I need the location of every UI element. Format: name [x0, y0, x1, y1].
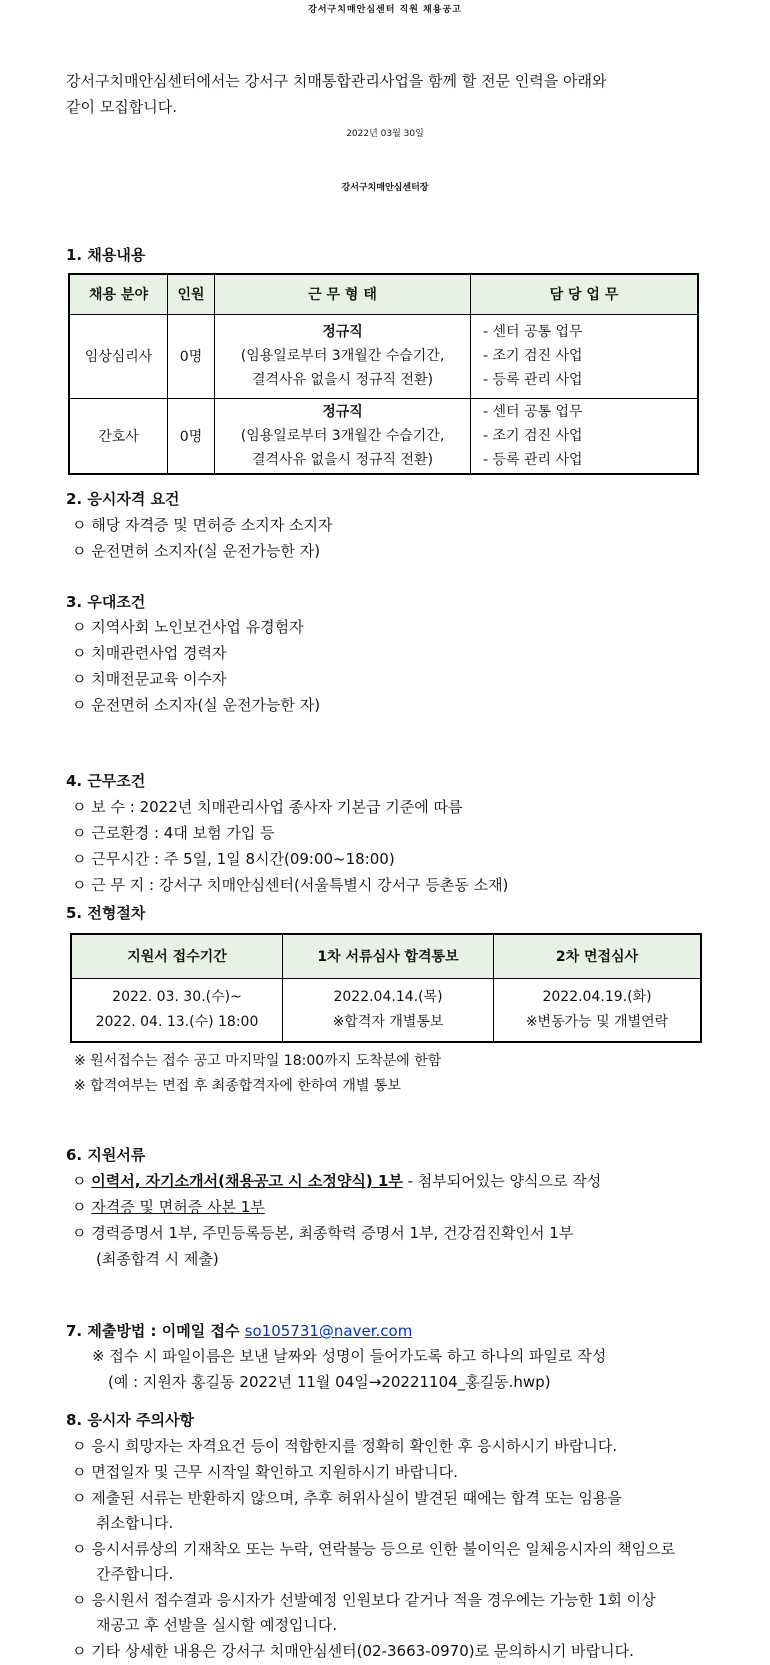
cell-line: 2022. 03. 30.(수)~ — [112, 988, 242, 1005]
section-8-heading: 8. 응시자 주의사항 — [66, 1411, 195, 1429]
duty-item: - 등록 관리 사업 — [483, 451, 583, 468]
section-6-heading: 6. 지원서류 — [66, 1146, 146, 1164]
submission-method: 7. 제출방법 : 이메일 접수 — [66, 1322, 240, 1340]
list-item: ㅇ 제출된 서류는 반환하지 않으며, 추후 허위사실이 발견된 때에는 합격 또는 임용을 — [72, 1489, 622, 1507]
note: ※ 접수 시 파일이름은 보낸 날짜와 성명이 들어가도록 하고 하나의 파일로 작성 — [92, 1347, 607, 1365]
header-field: 채용 분야 — [69, 274, 168, 314]
list-item: ㅇ 치매전문교육 이수자 — [72, 670, 227, 688]
document-resume: 이력서, 자기소개서(채용공고 시 소정양식) 1부 — [91, 1172, 403, 1190]
list-item-continuation: 취소합니다. — [96, 1514, 174, 1532]
notice-date: 2022년 03월 30일 — [346, 129, 424, 139]
list-item: ㅇ 면접일자 및 근무 시작일 확인하고 지원하시기 바랍니다. — [72, 1463, 458, 1481]
bullet: ㅇ — [72, 1172, 87, 1190]
list-item: ㅇ 응시원서 접수결과 응시자가 선발예정 인원보다 같거나 적을 경우에는 가능한 1회 이상 — [72, 1591, 656, 1609]
cell-document-screening — [283, 978, 494, 1042]
list-item: ㅇ 경력증명서 1부, 주민등록등본, 최종학력 증명서 1부, 건강검진확인서 1부 — [72, 1224, 574, 1242]
cell-line: 2022. 04. 13.(수) 18:00 — [95, 1013, 259, 1030]
section-3-heading: 3. 우대조건 — [66, 593, 146, 611]
type-main: 정규직 — [322, 403, 363, 420]
header-duties: 담 당 업 무 — [471, 274, 699, 314]
section-5-heading: 5. 전형절차 — [66, 904, 146, 922]
cell-interview — [494, 978, 702, 1042]
row-field: 임상심리사 — [69, 314, 168, 398]
header-count: 인원 — [168, 274, 215, 314]
recruitment-table — [68, 273, 699, 475]
type-detail-1: (임용일로부터 3개월간 수습기간, — [240, 427, 445, 444]
list-item: ㅇ 응시 희망자는 자격요건 등이 적합한지를 정확히 확인한 후 응시하시기 바랍니다. — [72, 1437, 618, 1455]
list-item-continuation: 간주합니다. — [96, 1565, 174, 1583]
note: (예 : 지원자 홍길동 2022년 11월 04일→20221104_홍길동.hwp) — [108, 1373, 551, 1391]
type-detail-2: 결격사유 없을시 정규직 전환) — [251, 372, 434, 388]
section-1-heading: 1. 채용내용 — [66, 246, 146, 264]
list-item: ㅇ 기타 상세한 내용은 강서구 치매안심센터(02-3663-0970)로 문의하시기 바랍니다. — [72, 1642, 634, 1660]
section-7-heading — [66, 1320, 412, 1341]
list-item: ㅇ 근로환경 : 4대 보험 가입 등 — [72, 824, 275, 842]
list-item: ㅇ 치매관련사업 경력자 — [72, 644, 227, 662]
row-type — [215, 314, 471, 398]
row-count: 0명 — [168, 314, 215, 398]
header-document-screening: 1차 서류심사 합격통보 — [283, 934, 494, 978]
note: ※ 원서접수는 접수 공고 마지막일 18:00까지 도착분에 한함 — [74, 1053, 442, 1069]
list-item: ㅇ 보 수 : 2022년 치매관리사업 종사자 기본급 기준에 따름 — [72, 798, 463, 816]
email-link[interactable]: so105731@naver.com — [244, 1322, 413, 1340]
intro-line-1: 강서구치매안심센터에서는 강서구 치매통합관리사업을 함께 할 전문 인력을 아래와 — [66, 72, 607, 90]
duty-item: - 등록 관리 사업 — [483, 372, 583, 388]
list-item: ㅇ 근 무 지 : 강서구 치매안심센터(서울특별시 강서구 등촌동 소재) — [72, 876, 509, 894]
cell-line: 2022.04.19.(화) — [542, 988, 652, 1005]
list-item — [72, 1196, 265, 1217]
list-item: ㅇ 지역사회 노인보건사업 유경험자 — [72, 618, 304, 636]
duty-item: - 조기 검진 사업 — [483, 427, 583, 444]
duty-item: - 센터 공통 업무 — [483, 403, 583, 420]
list-item-continuation: (최종합격 시 제출) — [96, 1250, 219, 1268]
document-resume-note: - 첨부되어있는 양식으로 작성 — [407, 1172, 602, 1190]
list-item: ㅇ 해당 자격증 및 면허증 소지자 소지자 — [72, 516, 333, 534]
list-item: ㅇ 응시서류상의 기재착오 또는 누락, 연락불능 등으로 인한 불이익은 일체응시자의 책임으로 — [72, 1540, 676, 1558]
header-interview: 2차 면접심사 — [494, 934, 702, 978]
note: ※ 합격여부는 면접 후 최종합격자에 한하여 개별 통보 — [74, 1078, 401, 1094]
header-type: 근 무 형 태 — [215, 274, 471, 314]
cell-line: ※변동가능 및 개별연락 — [525, 1013, 669, 1030]
row-field: 간호사 — [69, 398, 168, 474]
section-2-heading: 2. 응시자격 요건 — [66, 490, 180, 508]
table-row — [69, 398, 698, 474]
table-row — [69, 314, 698, 398]
list-item: ㅇ 운전면허 소지자(실 운전가능한 자) — [72, 542, 321, 560]
list-item — [72, 1170, 601, 1191]
page-title: 강서구치매안심센터 직원 채용공고 — [308, 5, 462, 15]
cell-line: 2022.04.14.(목) — [333, 988, 443, 1005]
list-item: ㅇ 근무시간 : 주 5일, 1일 8시간(09:00~18:00) — [72, 850, 395, 868]
section-4-heading: 4. 근무조건 — [66, 772, 146, 790]
cell-application-period — [71, 978, 283, 1042]
list-item: ㅇ 운전면허 소지자(실 운전가능한 자) — [72, 696, 321, 714]
table-row — [71, 978, 701, 1042]
type-detail-1: (임용일로부터 3개월간 수습기간, — [240, 348, 445, 364]
document-license-copy: 자격증 및 면허증 사본 1부 — [91, 1198, 265, 1216]
duty-item: - 조기 검진 사업 — [483, 348, 583, 364]
duty-item: - 센터 공통 업무 — [483, 324, 583, 340]
row-type — [215, 398, 471, 474]
list-item-continuation: 재공고 후 선발을 실시할 예정입니다. — [96, 1616, 338, 1634]
header-application-period: 지원서 접수기간 — [71, 934, 283, 978]
bullet: ㅇ — [72, 1198, 87, 1216]
row-duties — [471, 398, 699, 474]
process-table — [70, 933, 702, 1043]
type-detail-2: 결격사유 없을시 정규직 전환) — [251, 451, 434, 468]
intro-line-2: 같이 모집합니다. — [66, 98, 177, 116]
type-main: 정규직 — [322, 324, 363, 340]
organization-name: 강서구치매안심센터장 — [341, 183, 429, 193]
row-duties — [471, 314, 699, 398]
row-count: 0명 — [168, 398, 215, 474]
cell-line: ※합격자 개별통보 — [332, 1013, 444, 1030]
